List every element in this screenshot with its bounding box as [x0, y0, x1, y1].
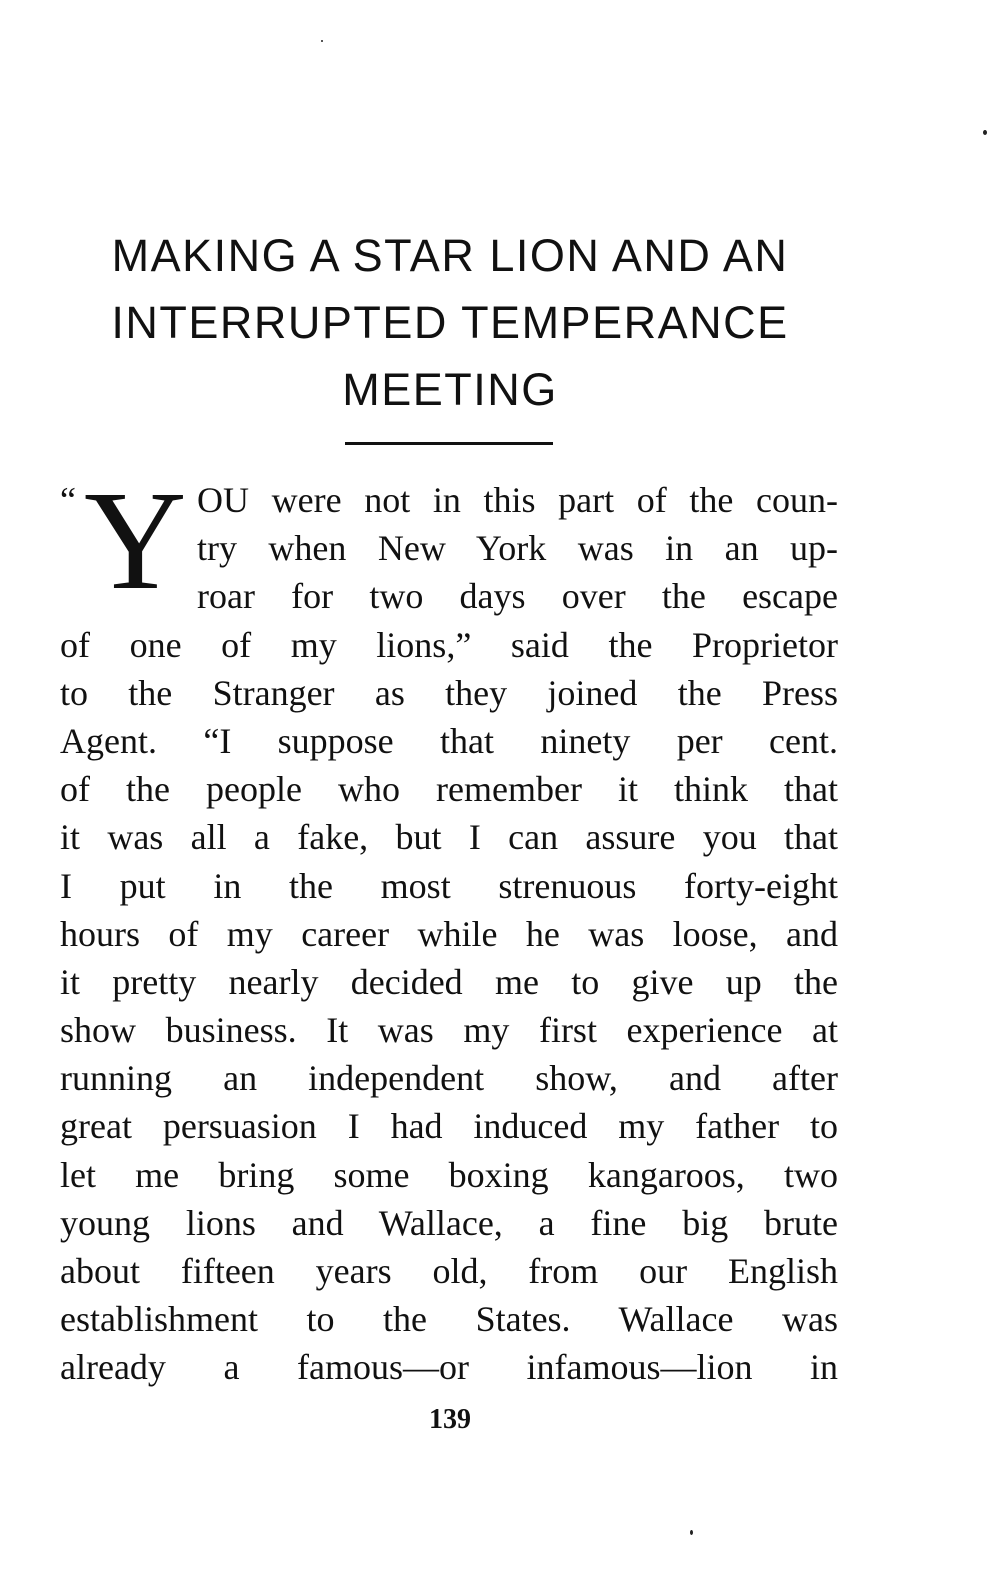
title-divider-rule — [345, 442, 553, 445]
chapter-title-line-3: MEETING — [342, 364, 558, 415]
chapter-title — [40, 222, 860, 423]
body-paragraph — [60, 461, 838, 1392]
body-line-18: establishment to the States. Wallace was — [60, 1299, 838, 1340]
body-line-16: young lions and Wallace, a fine big brute — [60, 1202, 838, 1243]
body-line-17: about fifteen years old, from our English — [60, 1251, 838, 1291]
chapter-title-line-1: MAKING A STAR LION AND AN — [111, 230, 789, 281]
opening-quote-mark: “ — [60, 480, 76, 520]
body-line-8: it was all a fake, but I can assure you that — [60, 817, 838, 858]
body-line-14: great persuasion I had induced my father to — [60, 1106, 838, 1147]
page-number: 139 — [429, 1404, 471, 1435]
body-line-10: hours of my career while he was loose, and — [60, 913, 838, 954]
body-line-19: already a famous—or infamous—lion in — [60, 1347, 838, 1388]
body-line-7: of the people who remember it think that — [60, 769, 838, 810]
body-line-11: it pretty nearly decided me to give up the — [60, 961, 838, 1002]
body-line-1: OU were not in this part of the coun- — [197, 480, 838, 520]
chapter-title-line-2: INTERRUPTED TEMPERANCE — [111, 297, 789, 348]
body-line-12: show business. It was my first experience at — [60, 1010, 838, 1051]
body-line-3: roar for two days over the escape — [197, 576, 838, 617]
body-line-9: I put in the most strenuous forty-eight — [60, 865, 838, 906]
body-line-15: let me bring some boxing kangaroos, two — [60, 1154, 838, 1195]
body-line-2: try when New York was in an up- — [197, 528, 838, 569]
drop-cap-letter: Y — [84, 461, 187, 619]
body-line-13: running an independent show, and after — [60, 1058, 838, 1099]
body-line-5: to the Stranger as they joined the Press — [60, 672, 838, 713]
scan-speck — [321, 40, 323, 42]
scan-speck — [690, 1530, 693, 1535]
body-line-6: Agent. “I suppose that ninety per cent. — [60, 720, 838, 761]
body-line-4: of one of my lions,” said the Proprietor — [60, 624, 838, 665]
scan-speck — [983, 130, 987, 135]
